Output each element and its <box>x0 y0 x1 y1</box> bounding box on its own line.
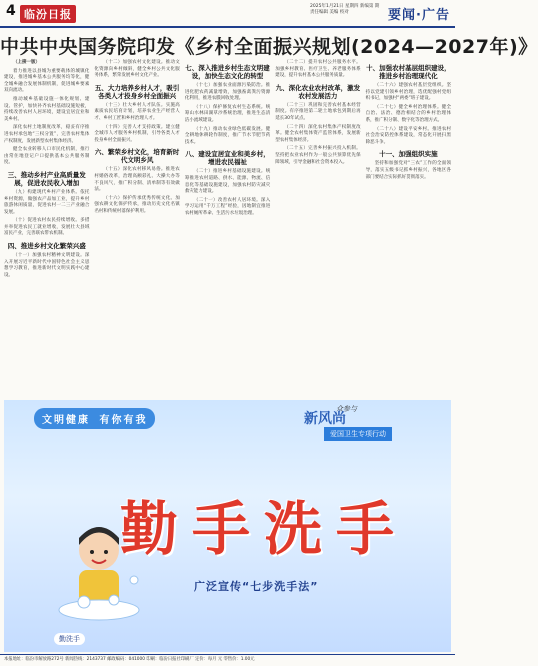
paragraph: 推动城乡基础设施一体化规划、建设、管护，加快补齐农村基础设施短板，持续改善农村人居环境，建设宜居宜业和美乡村。 <box>4 96 90 122</box>
paragraph: （十七）加强农业面源污染防治。推进化肥农药减量增效，加强畜禽粪污资源化利用，推进农膜回收处理。 <box>184 83 271 102</box>
paragraph: （十一）加强农村精神文明建设。深入开展习近平新时代中国特色社会主义思想学习教育，推进新时代文明实践中心建设。 <box>4 253 90 278</box>
paragraph: （十九）推动农业绿色低碳发展。健全耕地休耕轮作制度，推广节水节肥节药技术。 <box>184 126 271 145</box>
paragraph: 坚持和加强党对“三农”工作的全面领导，落实五级书记抓乡村振兴，各地区各部门要结合实际抓好贯彻落实。 <box>365 161 452 180</box>
ad-main-title: 勤手洗手 <box>119 495 408 563</box>
paragraph: 着力推进以县城为重要载体的城镇化建设，推进城乡基本公共服务均等化，健全城乡融合发展体制机制，促进城乡要素双向流动。 <box>4 68 90 94</box>
ad-slogan: 广泛宣传“七步洗手法” <box>194 580 319 593</box>
paragraph: （二十八）建设平安乡村。推进农村社会治安防控体系建设，常态化开展扫黑除恶斗争。 <box>365 126 452 145</box>
ad-top-slogan <box>34 408 155 429</box>
paragraph: （十二）加强农村文化建设。推动文化资源向乡村倾斜，健全乡村公共文化服务体系，繁荣发展乡村文化产业。 <box>94 60 180 79</box>
ad-kid-caption: 勤洗手 <box>54 633 85 645</box>
article-column <box>4 60 89 395</box>
section-heading: 七、深入推进乡村生态文明建设，加快生态文化的转型 <box>185 64 270 80</box>
paragraph: （上接一版） <box>13 60 40 65</box>
ad-top-slogan-part: 有你有我 <box>99 415 148 426</box>
page-number: 4 <box>6 3 16 19</box>
public-service-ad <box>4 400 451 652</box>
section-heading: 四、推进乡村文化繁荣兴盛 <box>7 242 86 251</box>
paragraph: （九）构建现代乡村产业体系。依托乡村资源，做强农产品加工业，提升乡村旅游休闲质量，促进农村一二三产业融合发展。 <box>4 189 90 215</box>
issue-info: 2025年1月21日 星期四 新编第 期 责任编辑 美编 校对 <box>310 4 380 15</box>
section-heading: 五、大力培养乡村人才，吸引各类人才投身乡村全面振兴 <box>94 83 180 100</box>
paragraph: （十五）深化农村移风易俗。推进农村婚俗改革，治理高额彩礼、大操大办等不良风气，推广积分制、清单制等有效做法。 <box>94 167 180 193</box>
paragraph: （二十五）完善乡村振兴投入机制。坚持把农业农村作为一般公共预算优先保障领域，引导金融和社会资本投入。 <box>275 146 361 165</box>
ad-series-title: 新风尚 <box>304 411 346 427</box>
paragraph: （二十三）巩固和完善农村基本经营制度。有序推进第二轮土地承包到期后再延长30年试点。 <box>275 102 361 121</box>
paragraph: （十四）完善人才支持政策。建立健全城市人才服务乡村机制，引导各类人才投身乡村全面振兴。 <box>94 124 180 143</box>
paragraph: （十八）保护修复农村生态系统。统筹山水林田湖草沙系统治理，推进生态清洁小流域建设。 <box>184 104 271 123</box>
footer: 本报地址：临汾市解放路272号 新闻热线：2143737 邮政编码：041000 印刷：临汾日报社印刷厂 定价：每月 元 零售价：1.00元 <box>0 654 455 666</box>
paragraph: （二十一）改善农村人居环境。深入学习运用“千万工程”经验，因地制宜推进农村厕所革命、生活污水垃圾治理。 <box>184 197 271 216</box>
section-heading: 六、繁荣乡村文化，培育新时代文明乡风 <box>94 148 180 165</box>
section-heading: 九、深化农业农村改革，激发农村发展活力 <box>275 83 361 100</box>
paragraph: （二十四）深化农村集体产权制度改革。健全农村集体资产监管体系，发展新型农村集体经济。 <box>275 124 361 143</box>
paragraph: （十）促进农村农民持续增收。多措并举促进农民工就业增收，发展壮大县域富民产业，完善联农带农机制。 <box>4 218 90 237</box>
masthead <box>0 0 455 28</box>
paragraph: （十六）保护传承优秀传统文化。加强农耕文化保护传承，推动历史文化名镇名村和传统村落保护利用。 <box>94 195 180 214</box>
article-column <box>185 60 270 395</box>
article-column <box>94 60 179 395</box>
ad-top-slogan-part: 文明健康 <box>42 415 90 426</box>
article-column <box>366 60 451 395</box>
section-heading: 十、加强农村基层组织建设，推进乡村治理现代化 <box>366 64 451 80</box>
section-heading: 八、建设宜居宜业和美乡村，增进农民福祉 <box>185 150 270 167</box>
paragraph: （二十）推进乡村基础设施建设。统筹推进农村道路、供水、能源、物流、信息化等基础设施建设，加强农村防灾减灾救灾能力建设。 <box>184 169 271 195</box>
paragraph: （二十二）提升农村公共服务水平。加强乡村教育、医疗卫生、养老服务体系建设，提升农村基本公共服务质量。 <box>275 60 361 79</box>
paper-logo: 临汾日报 <box>20 5 76 23</box>
section-heading: 三、推动乡村产业高质量发展，促进农民收入增加 <box>7 170 86 187</box>
ad-series-badge: 众参与 <box>336 405 357 413</box>
section-title: 要闻·广告 <box>388 8 450 23</box>
paragraph: 健全农业转移人口市民化机制，推行由常住地登记户口提供基本公共服务制度。 <box>4 147 90 166</box>
headline: 中共中央国务院印发《乡村全面振兴规划(2024—2027年)》 <box>0 36 538 58</box>
paragraph: 深化农村土地制度改革，稳妥有序推进农村承包地“三权分置”，完善农村集体产权制度，发展新型农村集体经济。 <box>4 125 90 144</box>
paragraph: （十三）壮大乡村人才队伍。实施高素质农民培育计划，培养农业生产经营人才、乡村工匠和乡村治理人才。 <box>94 102 180 121</box>
paragraph: （二十七）健全乡村治理体系。健全自治、法治、德治相结合的乡村治理体系，推广积分制、数字化等治理方式。 <box>365 104 452 123</box>
article-columns <box>4 60 451 395</box>
paragraph: （二十六）建强农村基层党组织。坚持以党建引领乡村治理，选优配强村党组织书记，加强村“两委”班子建设。 <box>365 83 452 102</box>
article-column <box>275 60 360 395</box>
ad-series-subtitle: 爱国卫生专项行动 <box>324 427 392 441</box>
section-heading: 十一、加强组织实施 <box>379 150 438 159</box>
